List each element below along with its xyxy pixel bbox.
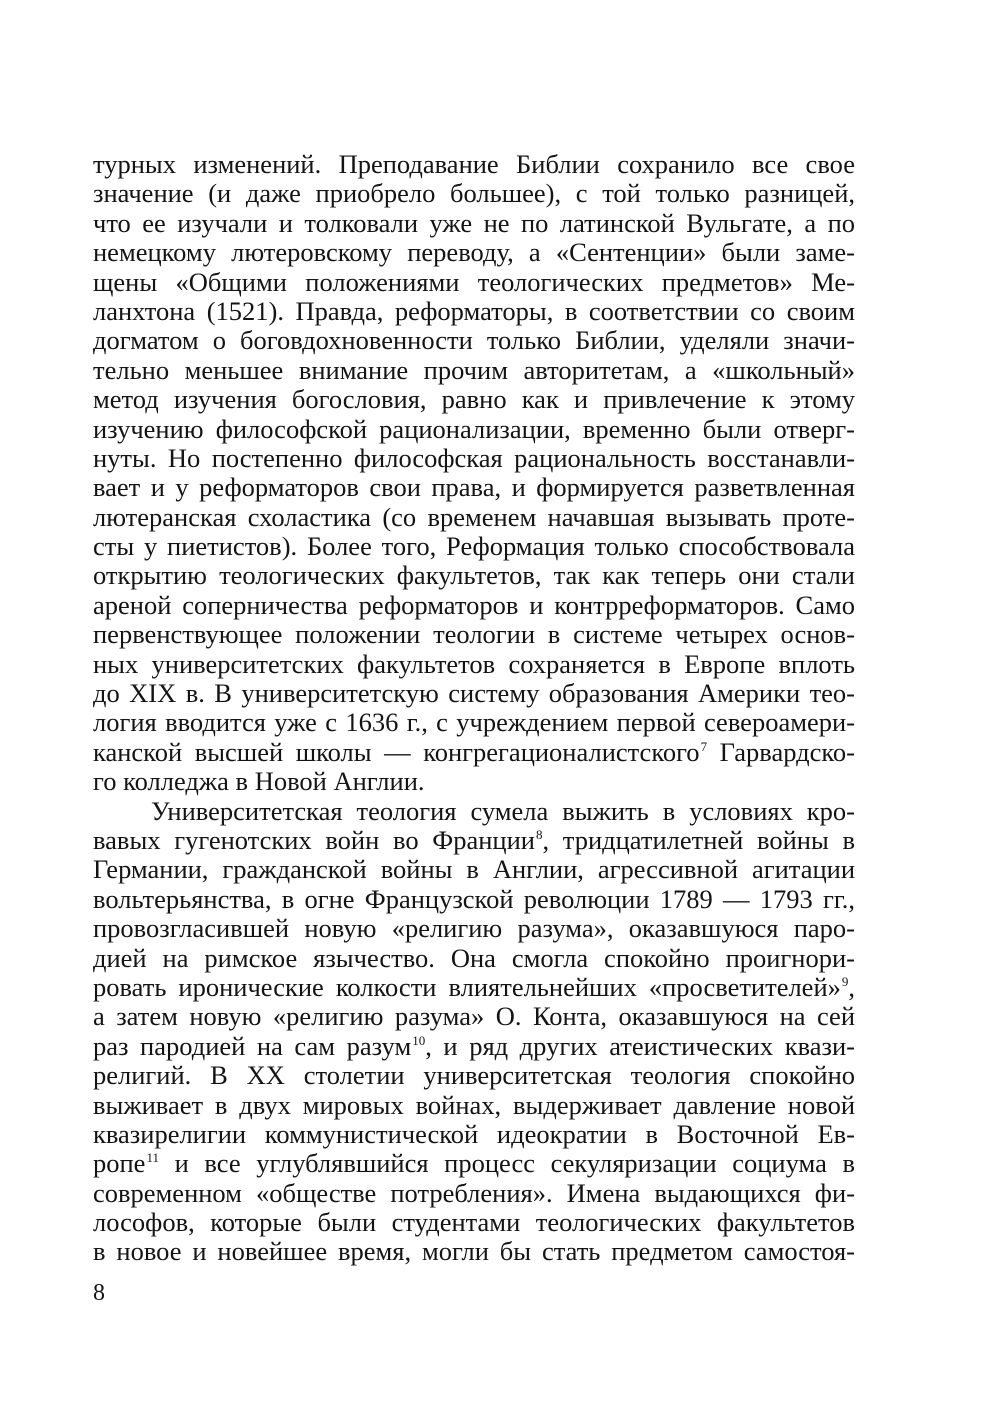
text-line <box>93 973 855 1002</box>
text-line: значение (и даже приобрело большее), с той только разницей, <box>93 178 855 209</box>
text-line: логия вводится уже с 1636 г., с учреждением первой североамери- <box>93 707 855 738</box>
text-line: турных изменений. Преподавание Библии сохранило все свое <box>93 149 855 179</box>
text-line: что ее изучали и толковали уже не по латинской Вульгате, а по <box>93 207 855 238</box>
text-line: лютеранская схоластика (со временем начавшая вызывать проте- <box>93 501 855 532</box>
text-segment: ропе <box>93 1148 146 1179</box>
text-segment: канской высшей школы — конгрегационалистского <box>93 736 700 767</box>
text-line: первенствующее положении теологии в системе четырех основ- <box>93 619 855 650</box>
text-line: Германии, гражданской войны в Англии, агрессивной агитации <box>93 854 855 885</box>
text-segment: и все углублявшийся процесс секуляризации социума в <box>158 1148 855 1179</box>
text-line: го колледжа в Новой Англии. <box>93 766 425 797</box>
text-line: открытию теологических факультетов, так как теперь они стали <box>93 560 855 591</box>
text-line: изучению философской рационализации, временно были отверг- <box>93 413 855 444</box>
paragraph-1 <box>93 150 855 797</box>
text-segment: , <box>848 971 855 1002</box>
text-line: метод изучения богословия, равно как и привлечение к этому <box>93 384 855 415</box>
text-line <box>93 1149 855 1178</box>
text-line: щены «Общими положениями теологических предметов» Ме- <box>93 266 855 297</box>
page-body <box>93 150 855 1267</box>
text-line: вольтерьянства, в огне Французской революции 1789 — 1793 гг., <box>93 883 855 914</box>
text-line <box>93 1032 855 1061</box>
text-segment: Гарвардско- <box>707 736 855 767</box>
footnote-ref-7[interactable]: 7 <box>700 738 708 754</box>
footnote-ref-10[interactable]: 10 <box>412 1032 426 1048</box>
text-line: нуты. Но постепенно философская рациональность восстанавли- <box>93 442 855 473</box>
footnote-ref-9[interactable]: 9 <box>841 973 849 989</box>
text-line <box>93 738 855 767</box>
footnote-ref-8[interactable]: 8 <box>535 826 543 842</box>
page-number: 8 <box>93 1280 105 1306</box>
text-line: Университетская теология сумела выжить в условиях кро- <box>151 795 855 826</box>
text-line: в новое и новейшее время, могли бы стать предметом самостоя- <box>93 1236 855 1267</box>
text-line: тельно меньшее внимание прочим авторитетам, а «школьный» <box>93 354 855 385</box>
text-segment: раз пародией на сам разум <box>93 1030 412 1061</box>
text-line: религий. В XX столетии университетская теология спокойно <box>93 1060 855 1091</box>
footnote-ref-11[interactable]: 11 <box>146 1150 159 1166</box>
paragraph-2 <box>93 797 855 1267</box>
text-line: провозгласившей новую «религию разума», оказавшуюся паро- <box>93 913 855 944</box>
text-line: квазирелигии коммунистической идеократии в Восточной Ев- <box>93 1118 855 1149</box>
text-line: выживает в двух мировых войнах, выдерживает давление новой <box>93 1089 855 1120</box>
text-line: догматом о боговдохновенности только Библии, уделяли значи- <box>93 325 855 356</box>
text-line: лософов, которые были студентами теологических факультетов <box>93 1207 855 1238</box>
text-line: ланхтона (1521). Правда, реформаторы, в соответствии со своим <box>93 295 855 326</box>
text-segment: вавых гугенотских войн во Франции <box>93 824 535 855</box>
text-line: а затем новую «религию разума» О. Конта, оказавшуюся на сей <box>93 1001 855 1032</box>
text-line: ных университетских факультетов сохраняется в Европе вплоть <box>93 648 855 679</box>
text-segment: , тридцатилетней войны в <box>542 824 855 855</box>
text-line: дией на римское язычество. Она смогла спокойно проигнори- <box>93 942 855 973</box>
text-segment: , и ряд других атеистических квази- <box>425 1030 855 1061</box>
text-line: немецкому лютеровскому переводу, а «Сентенции» были заме- <box>93 237 855 268</box>
text-line: современном «обществе потребления». Имена выдающихся фи- <box>93 1177 855 1208</box>
text-line <box>93 826 855 855</box>
text-line: вает и у реформаторов свои права, и формируется разветвленная <box>93 472 855 503</box>
text-segment: ровать иронические колкости влиятельнейших «просветителей» <box>93 971 841 1002</box>
text-line: сты у пиетистов). Более того, Реформация только способствовала <box>93 531 855 562</box>
text-line: ареной соперничества реформаторов и контрреформаторов. Само <box>93 589 855 620</box>
text-line: до XIX в. В университетскую систему образования Америки тео- <box>93 678 855 709</box>
